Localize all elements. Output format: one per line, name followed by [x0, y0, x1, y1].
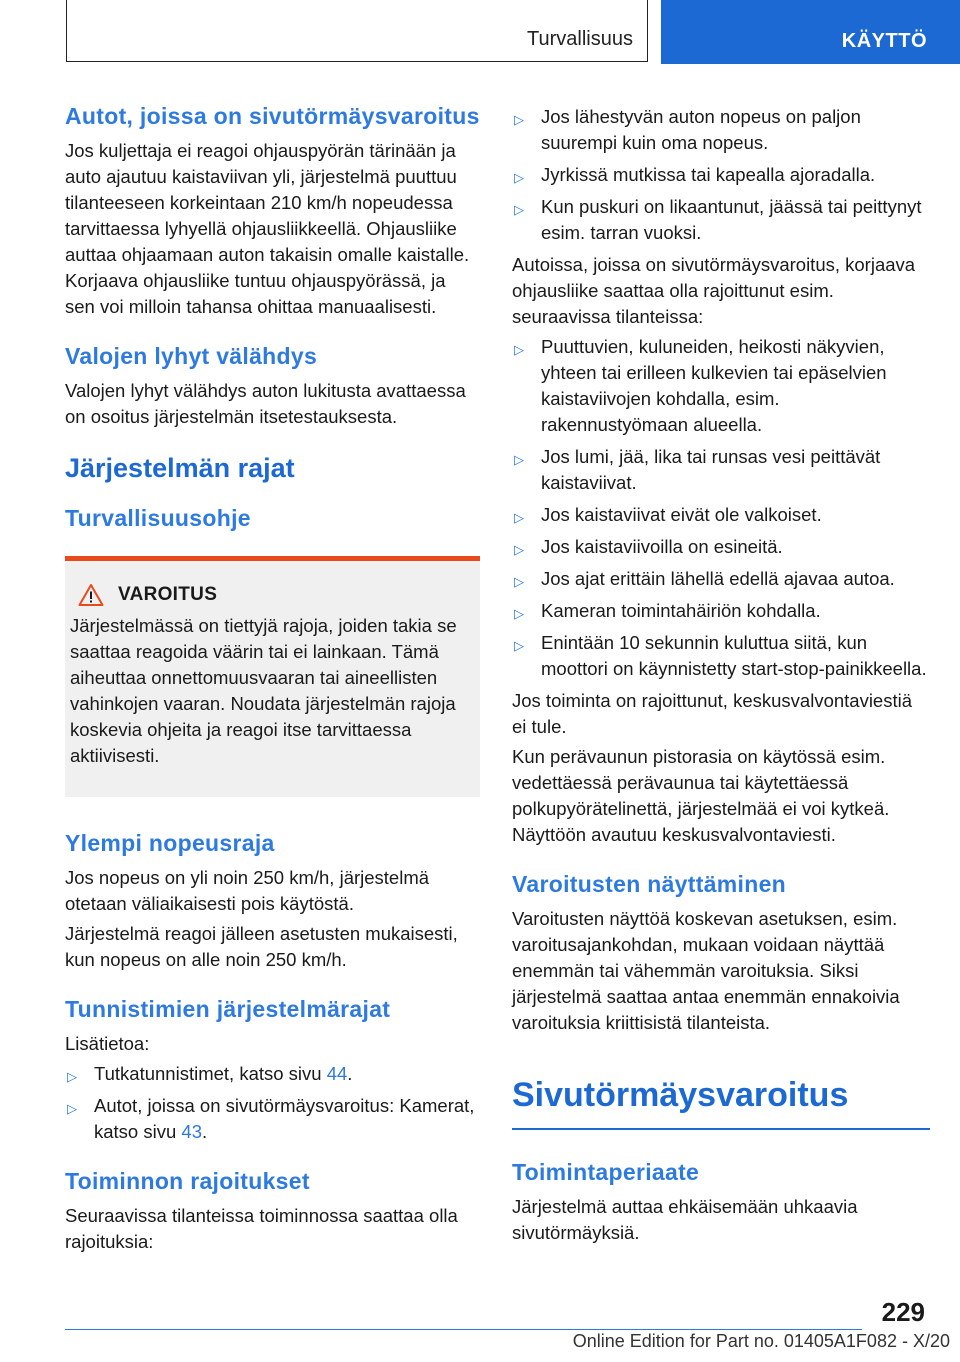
warning-triangle-icon — [78, 583, 104, 607]
right-column — [512, 100, 930, 1250]
list-item: ▷ Kun puskuri on likaantunut, jäässä tai peittynyt esim. tarran vuoksi. — [514, 196, 922, 243]
paragraph-lisatietoa: Lisätietoa: — [65, 1033, 150, 1054]
footer-edition: Online Edition for Part no. 01405A1F082 - X/20 — [572, 1331, 950, 1351]
paragraph-toiminnon: Seuraavissa tilanteissa toiminnossa saattaa olla rajoituksia: — [65, 1205, 458, 1252]
paragraph-valojen: Valojen lyhyt välähdys auton lukitusta avattaessa on osoitus järjestelmän itsetestauksesta. — [65, 380, 466, 427]
header-tab-label: Turvallisuus — [527, 28, 633, 50]
triangle-bullet-icon: ▷ — [67, 1101, 77, 1116]
warning-text: Järjestelmässä on tiettyjä rajoja, joiden takia se saattaa reagoida väärin tai ei lainkaan. Tämä aiheuttaa onnettomuusvaaran tai aineellisten vahinkojen vaaran. Noudata järjestelmän rajoja koskevia ohjeita ja reagoi itse tarvittaessa aktiivisesti. — [70, 615, 457, 766]
triangle-bullet-icon: ▷ — [514, 510, 524, 525]
triangle-bullet-icon: ▷ — [514, 452, 524, 467]
heading-turvallisuusohje: Turvallisuusohje — [65, 505, 251, 531]
limitation-list-2 — [512, 334, 930, 682]
list-item: ▷ Tutkatunnistimet, katso sivu 44. — [65, 1061, 480, 1087]
triangle-bullet-icon: ▷ — [514, 542, 524, 557]
triangle-bullet-icon: ▷ — [514, 112, 524, 127]
triangle-bullet-icon: ▷ — [514, 638, 524, 653]
paragraph-jos-toiminta: Jos toiminta on rajoittunut, keskusvalvontaviestiä ei tule. — [512, 690, 913, 737]
warning-header — [70, 583, 466, 607]
paragraph-autoissa: Autoissa, joissa on sivutörmäysvaroitus, korjaava ohjausliike saattaa olla rajoittunut esim. seuraavissa tilanteissa: — [512, 254, 916, 327]
warning-title: VAROITUS — [118, 584, 218, 605]
triangle-bullet-icon: ▷ — [514, 606, 524, 621]
header-section-label: KÄYTTÖ — [841, 30, 927, 52]
paragraph-ylempi-1: Jos nopeus on yli noin 250 km/h, järjestelmä otetaan väliaikaisesti pois käytöstä. — [65, 867, 430, 914]
heading-toiminnon: Toiminnon rajoitukset — [65, 1168, 310, 1194]
page-number: 229 — [881, 1297, 925, 1327]
page-link-44[interactable]: 44 — [326, 1063, 348, 1084]
list-item: ▷ Jos kaistaviivat eivät ole valkoiset. — [512, 502, 930, 528]
heading-ylempi: Ylempi nopeusraja — [65, 830, 275, 856]
paragraph-kun-peravaunun: Kun perävaunun pistorasia on käytössä esim. vedettäessä perävaunua tai käytettäessä polkupyörätelinettä, järjestelmää ei voi kytkeä. Näyttöön avautuu keskusvalvontaviesti. — [512, 746, 890, 845]
heading-varoitusten: Varoitusten näyttäminen — [512, 871, 787, 897]
page-link-43[interactable]: 43 — [181, 1121, 202, 1142]
heading-tunnistimien: Tunnistimien järjestelmärajat — [65, 996, 391, 1022]
heading-toimintaperiaate: Toimintaperiaate — [512, 1159, 700, 1185]
footer-divider — [65, 1329, 862, 1330]
triangle-bullet-icon: ▷ — [514, 342, 524, 357]
left-column — [65, 100, 480, 1259]
limitation-list-1 — [512, 104, 930, 246]
triangle-bullet-icon: ▷ — [514, 574, 524, 589]
list-item: ▷ Jos kaistaviivoilla on esineitä. — [512, 534, 930, 560]
header-tab — [66, 0, 648, 62]
list-item: ▷ Jos lumi, jää, lika tai runsas vesi peittävät kaistaviivat. — [514, 446, 881, 493]
header-section — [661, 0, 960, 64]
list-item: ▷ Kameran toimintahäiriön kohdalla. — [512, 598, 930, 624]
list-item: ▷ Autot, joissa on sivutörmäysvaroitus: Kamerat, katso sivu 43. — [67, 1095, 475, 1142]
list-item: ▷ Jos lähestyvän auton nopeus on paljon suurempi kuin oma nopeus. — [514, 106, 861, 153]
list-item: ▷ Enintään 10 sekunnin kuluttua siitä, kun moottori on käynnistetty start-stop-painikkeella. — [514, 632, 927, 679]
heading-valojen: Valojen lyhyt välähdys — [65, 343, 318, 369]
reference-list — [65, 1061, 480, 1145]
list-item: ▷ Jyrkissä mutkissa tai kapealla ajoradalla. — [512, 162, 930, 188]
triangle-bullet-icon: ▷ — [514, 170, 524, 185]
paragraph-varoitusten: Varoitusten näyttöä koskevan asetuksen, esim. varoitusajankohdan, mukaan voidaan näyttää enemmän tai vähemmän varoituksia. Siksi järjestelmä saattaa antaa enemmän ennakoivia varoituksia kriittisistä tilanteista. — [512, 908, 900, 1033]
paragraph-toimintaperiaate: Järjestelmä auttaa ehkäisemään uhkaavia sivutörmäyksiä. — [512, 1196, 858, 1243]
warning-box — [65, 556, 480, 797]
triangle-bullet-icon: ▷ — [67, 1069, 77, 1084]
heading-autot: Autot, joissa on sivutörmäysvaroitus — [65, 103, 480, 129]
heading-rajat: Järjestelmän rajat — [65, 453, 295, 483]
chapter-title: Sivutörmäysvaroitus — [512, 1072, 930, 1130]
list-item: ▷ Puuttuvien, kuluneiden, heikosti näkyvien, yhteen tai erilleen kulkevien tai epäselvien kaistaviivojen kohdalla, esim. rakennustyömaan alueella. — [514, 336, 887, 435]
list-item: ▷ Jos ajat erittäin lähellä edellä ajavaa autoa. — [512, 566, 930, 592]
triangle-bullet-icon: ▷ — [514, 202, 524, 217]
paragraph-autot: Jos kuljettaja ei reagoi ohjauspyörän tärinään ja auto ajautuu kaistaviivan yli, järjestelmä puuttuu tilanteeseen korkeintaan 210 km/h nopeudessa tarvittaessa lyhyellä ohjausliikkeellä. Ohjausliike auttaa ohjaamaan auton takaisin omalle kaistalle. Korjaava ohjausliike tuntuu ohjauspyörässä, ja sen voi milloin tahansa ohittaa manuaalisesti. — [65, 140, 470, 317]
paragraph-ylempi-2: Järjestelmä reagoi jälleen asetusten mukaisesti, kun nopeus on alle noin 250 km/h. — [65, 923, 458, 970]
